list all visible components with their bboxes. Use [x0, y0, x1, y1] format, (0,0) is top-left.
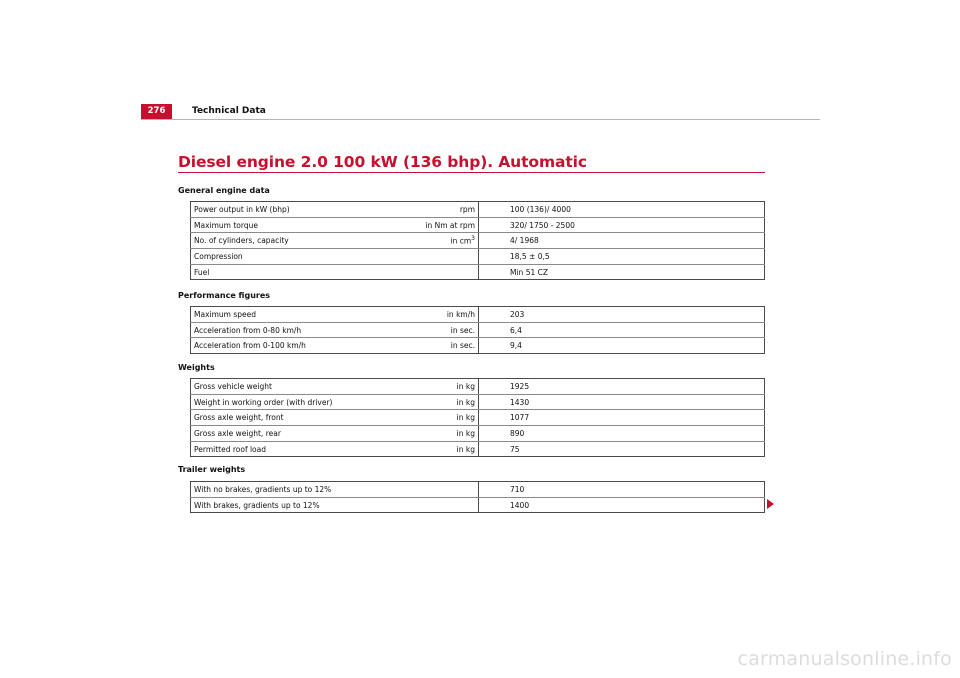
row-label: Maximum speed	[191, 307, 409, 323]
row-label: No. of cylinders, capacity	[191, 233, 409, 249]
table-row	[191, 379, 765, 395]
row-value: 75	[479, 441, 765, 457]
row-value: 1430	[479, 394, 765, 410]
table-row	[191, 497, 765, 513]
row-label: Compression	[191, 249, 409, 265]
running-header-title: Technical Data	[192, 106, 266, 116]
table-row	[191, 233, 765, 249]
table-row	[191, 307, 765, 323]
table-row	[191, 410, 765, 426]
row-unit: in kg	[409, 394, 479, 410]
row-label: Gross axle weight, front	[191, 410, 409, 426]
section-heading-performance-figures: Performance figures	[178, 291, 271, 300]
row-unit: in kg	[409, 410, 479, 426]
row-label: Weight in working order (with driver)	[191, 394, 409, 410]
row-value: 320/ 1750 - 2500	[479, 217, 765, 233]
row-value: 710	[479, 482, 765, 498]
table-row	[191, 338, 765, 354]
row-value: 18,5 ± 0,5	[479, 249, 765, 265]
row-unit: in km/h	[409, 307, 479, 323]
row-value: 203	[479, 307, 765, 323]
row-unit: in kg	[409, 441, 479, 457]
row-label: Acceleration from 0-100 km/h	[191, 338, 409, 354]
row-label: Maximum torque	[191, 217, 409, 233]
table-row	[191, 394, 765, 410]
row-unit: in Nm at rpm	[409, 217, 479, 233]
row-unit	[409, 249, 479, 265]
trailer-weights-table	[190, 481, 765, 513]
row-value: Min 51 CZ	[479, 264, 765, 280]
performance-figures-table	[190, 306, 765, 354]
row-value: 9,4	[479, 338, 765, 354]
triangle-right-icon[interactable]	[767, 499, 774, 509]
row-value: 1925	[479, 379, 765, 395]
table-row	[191, 322, 765, 338]
watermark: carmanualsonline.info	[737, 648, 952, 670]
row-label: With no brakes, gradients up to 12%	[191, 482, 479, 498]
table-row	[191, 441, 765, 457]
section-heading-trailer-weights: Trailer weights	[178, 465, 246, 474]
table-row	[191, 482, 765, 498]
row-label: Gross vehicle weight	[191, 379, 409, 395]
row-label: With brakes, gradients up to 12%	[191, 497, 479, 513]
header-divider	[141, 119, 820, 120]
row-unit-with-superscript	[409, 233, 479, 249]
table-row	[191, 217, 765, 233]
table-row	[191, 249, 765, 265]
row-value: 890	[479, 426, 765, 442]
row-value: 6,4	[479, 322, 765, 338]
row-unit: in kg	[409, 426, 479, 442]
table-row	[191, 426, 765, 442]
weights-table	[190, 378, 765, 457]
general-engine-data-table	[190, 201, 765, 280]
row-unit: in kg	[409, 379, 479, 395]
row-label: Power output in kW (bhp)	[191, 202, 409, 218]
row-unit-superscript: 3	[471, 235, 475, 243]
row-unit-text: in cm	[450, 236, 472, 246]
row-label: Permitted roof load	[191, 441, 409, 457]
row-label: Gross axle weight, rear	[191, 426, 409, 442]
section-heading-general-engine-data: General engine data	[178, 186, 270, 195]
page-number: 276	[141, 104, 172, 119]
title-divider	[178, 172, 765, 173]
row-unit	[409, 264, 479, 280]
row-unit: rpm	[409, 202, 479, 218]
row-value: 1400	[479, 497, 765, 513]
row-value: 4/ 1968	[479, 233, 765, 249]
row-label: Acceleration from 0-80 km/h	[191, 322, 409, 338]
row-unit: in sec.	[409, 338, 479, 354]
page-title: Diesel engine 2.0 100 kW (136 bhp). Automatic	[178, 153, 587, 171]
row-value: 1077	[479, 410, 765, 426]
row-value: 100 (136)/ 4000	[479, 202, 765, 218]
row-unit: in sec.	[409, 322, 479, 338]
table-row	[191, 264, 765, 280]
section-heading-weights: Weights	[178, 363, 215, 372]
row-label: Fuel	[191, 264, 409, 280]
table-row	[191, 202, 765, 218]
